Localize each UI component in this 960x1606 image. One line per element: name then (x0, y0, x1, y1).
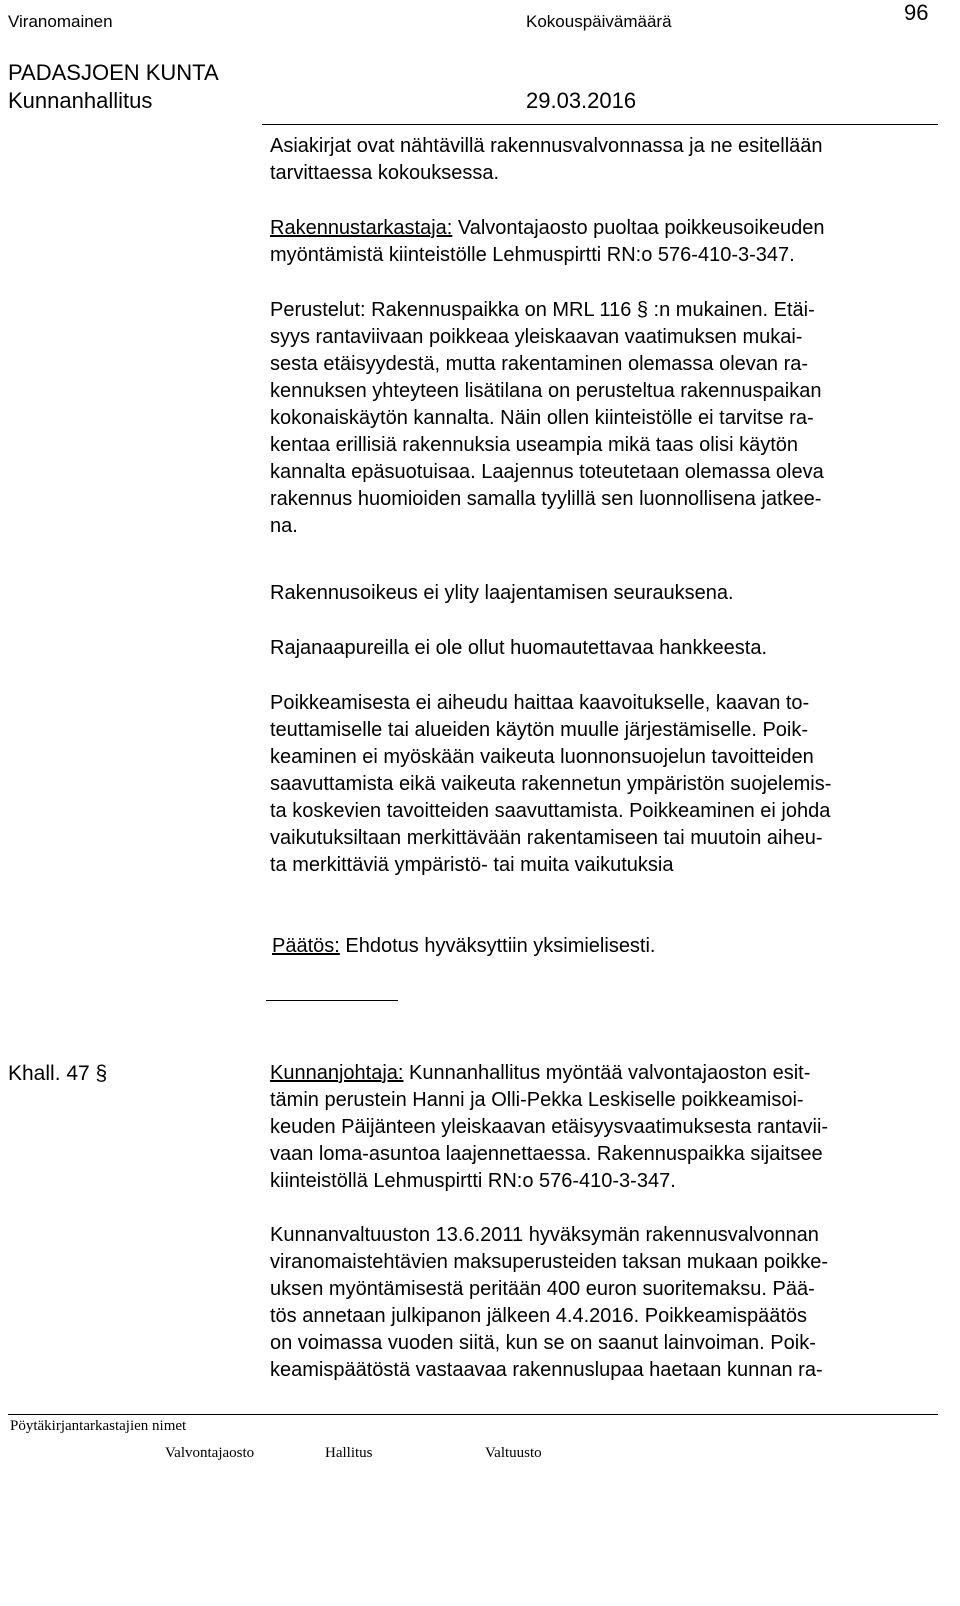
footer-col-valvontajaosto: Valvontajaosto (165, 1445, 255, 1461)
header-authority-label: Viranomainen (8, 12, 113, 31)
text-line (270, 1060, 930, 1087)
text-line: keamispäätöstä vastaavaa rakennuslupaa haetaan kunnan ra- (270, 1359, 823, 1381)
footer-col-valtuusto: Valtuusto (485, 1445, 542, 1461)
text-line: vaikutuksiltaan merkittävään rakentamiseen tai muutoin aiheu- (270, 827, 823, 849)
text-line: uksen myöntämisestä peritään 400 euron suoritemaksu. Pää- (270, 1278, 815, 1300)
text-line: keuden Päijänteen yleiskaavan etäisyysvaatimuksesta rantavii- (270, 1116, 829, 1138)
text-line: viranomaistehtävien maksuperusteiden taksan mukaan poikke- (270, 1251, 829, 1273)
section-reference: Khall. 47 § (8, 1062, 108, 1085)
text-line: Poikkeamisesta ei aiheudu haittaa kaavoitukselle, kaavan to- (270, 692, 810, 714)
paragraph-proposal (270, 1060, 930, 1195)
building-inspector-label: Rakennustarkastaja: (270, 217, 453, 239)
paragraph-building-inspector (270, 215, 930, 269)
text-line: sesta etäisyydestä, mutta rakentaminen olemassa olevan ra- (270, 353, 809, 375)
text-line: syys rantaviivaan poikkeaa yleiskaavan vaatimuksen mukai- (270, 326, 803, 348)
header-divider (262, 124, 938, 125)
text-line: ta koskevien tavoitteiden saavuttamista. Poikkeaminen ei johda (270, 800, 831, 822)
text-line: Rajanaapureilla ei ole ollut huomautettavaa hankkeesta. (270, 637, 768, 659)
text-line: na. (270, 515, 298, 537)
meeting-date: 29.03.2016 (526, 88, 637, 113)
paragraph-documents (270, 133, 930, 187)
municipal-manager-label: Kunnanjohtaja: (270, 1062, 404, 1084)
footer-col-hallitus: Hallitus (325, 1445, 373, 1461)
text-line: vaan loma-asuntoa laajennettaessa. Rakennuspaikka sijaitsee (270, 1143, 823, 1165)
text-line: kiinteistöllä Lehmuspirtti RN:o 576-410-3-347. (270, 1170, 676, 1192)
text-line: ta merkittäviä ympäristö- tai muita vaikutuksia (270, 854, 674, 876)
text-line (270, 215, 930, 242)
footer-title: Pöytäkirjantarkastajien nimet (10, 1418, 187, 1434)
text-line: Perustelut: Rakennuspaikka on MRL 116 § :n mukainen. Etäi- (270, 299, 815, 321)
text-line: teuttamiselle tai alueiden käytön muulle järjestämiselle. Poik- (270, 719, 809, 741)
text-line: kentaa erillisiä rakennuksia useampia mikä taas olisi käytön (270, 434, 799, 456)
board-name: Kunnanhallitus (8, 88, 153, 113)
decision-label: Päätös: (272, 935, 340, 957)
text-line: Asiakirjat ovat nähtävillä rakennusvalvonnassa ja ne esitellään (270, 135, 823, 157)
text-line: saavuttamista eikä vaikeuta rakennetun ympäristön suojelemis- (270, 773, 832, 795)
text-line: tämin perustein Hanni ja Olli-Pekka Leskiselle poikkeamisoi- (270, 1089, 804, 1111)
decision-text: Ehdotus hyväksyttiin yksimielisesti. (339, 935, 656, 957)
paragraph-impacts (270, 690, 930, 879)
footer-divider (8, 1414, 938, 1415)
paragraph-building-right (270, 580, 930, 607)
text-line: myöntämistä kiinteistölle Lehmuspirtti RN:o 576-410-3-347. (270, 244, 795, 266)
paragraph-justification (270, 297, 930, 540)
text-line: on voimassa vuoden siitä, kun se on saanut lainvoiman. Poik- (270, 1332, 816, 1354)
paragraph-neighbours (270, 635, 930, 662)
text-line: kannalta epäsuotuisaa. Laajennus toteutetaan olemassa oleva (270, 461, 824, 483)
header-meeting-date-label: Kokouspäivämäärä (526, 12, 672, 31)
text-line: tarvittaessa kokouksessa. (270, 162, 499, 184)
paragraph-fee (270, 1222, 930, 1384)
decision-separator (266, 1000, 398, 1001)
text-line: keaminen ei myöskään vaikeuta luonnonsuojelun tavoitteiden (270, 746, 814, 768)
text-line: kokonaiskäytön kannalta. Näin ollen kiinteistölle ei tarvitse ra- (270, 407, 814, 429)
text-line: Rakennusoikeus ei ylity laajentamisen seurauksena. (270, 582, 734, 604)
text-line: tös annetaan julkipanon jälkeen 4.4.2016. Poikkeamispäätös (270, 1305, 808, 1327)
text-line: rakennus huomioiden samalla tyylillä sen luonnollisena jatkee- (270, 488, 822, 510)
page-number: 96 (904, 0, 929, 25)
text-span: Kunnanhallitus myöntää valvontajaoston esit- (403, 1062, 811, 1084)
municipality-name: PADASJOEN KUNTA (8, 60, 219, 85)
text-line: kennuksen yhteyteen lisätilana on perusteltua rakennuspaikan (270, 380, 822, 402)
text-span: Valvontajaosto puoltaa poikkeusoikeuden (452, 217, 825, 239)
text-line: Kunnanvaltuuston 13.6.2011 hyväksymän rakennusvalvonnan (270, 1224, 819, 1246)
decision (272, 935, 656, 958)
